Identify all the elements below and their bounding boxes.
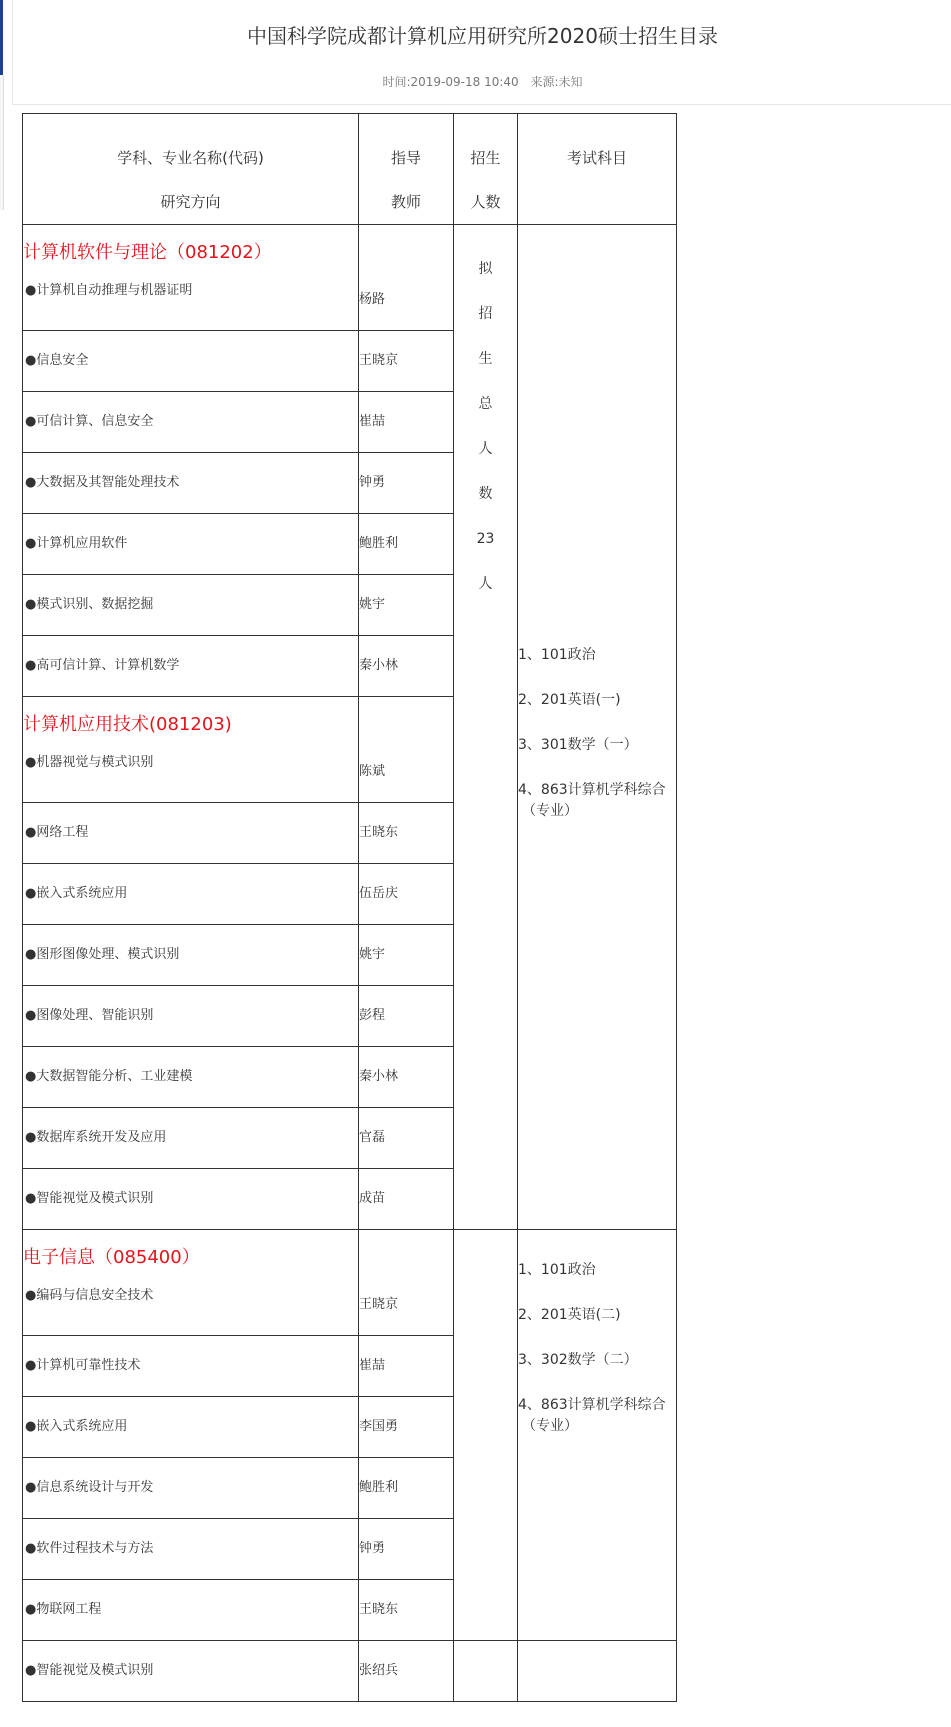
tutor-cell: [359, 1580, 454, 1641]
tutor-cell: [359, 803, 454, 864]
tutor-name: 崔喆: [359, 1358, 386, 1373]
count-char: 总: [478, 396, 493, 412]
subjects-cell-professional: [518, 1230, 677, 1641]
header-tutor-line1: 指导: [390, 149, 421, 167]
count-char: 拟: [478, 261, 493, 277]
tutor-cell: [359, 1108, 454, 1169]
tutor-name: 王晓东: [359, 825, 399, 840]
subject-item: 1、101政治: [518, 1262, 596, 1278]
header-major: [23, 114, 359, 225]
tutor-cell: [359, 1458, 454, 1519]
tutor-name: 崔喆: [359, 414, 386, 429]
direction-text: ●高可信计算、计算机数学: [25, 658, 180, 673]
header-count-line2: 人数: [470, 193, 501, 211]
subject-item: 3、301数学（一）: [518, 737, 638, 753]
direction-text: ●计算机自动推理与机器证明: [25, 283, 193, 298]
tutor-name: 伍岳庆: [359, 886, 399, 901]
section-cell: [23, 225, 359, 331]
subject-item: 1、101政治: [518, 647, 596, 663]
count-char: 招: [478, 306, 493, 322]
tutor-name: 王晓京: [359, 353, 399, 368]
direction-text: ●计算机应用软件: [25, 536, 128, 551]
header-tutor-line2: 教师: [390, 193, 421, 211]
left-accent-bar: [0, 0, 3, 75]
direction-text: ●可信计算、信息安全: [25, 414, 154, 429]
direction-text: ●信息系统设计与开发: [25, 1480, 154, 1495]
count-char: 数: [478, 486, 493, 502]
direction-text: ●信息安全: [25, 353, 89, 368]
table-header-row: [23, 114, 677, 225]
direction-text: ●图形图像处理、模式识别: [25, 947, 180, 962]
direction-cell: [23, 636, 359, 697]
enrollment-count-cell: [454, 225, 518, 1230]
direction-text: ●计算机可靠性技术: [25, 1358, 141, 1373]
tutor-cell: [359, 514, 454, 575]
tutor-name: 王晓京: [359, 1297, 399, 1312]
article-meta: [13, 73, 951, 90]
tutor-name: 钟勇: [359, 475, 386, 490]
tutor-cell: [359, 225, 454, 331]
header-tutor: [359, 114, 454, 225]
tutor-cell: [359, 453, 454, 514]
table-row: [23, 225, 677, 331]
direction-text: ●机器视觉与模式识别: [25, 755, 154, 770]
tutor-cell: [359, 864, 454, 925]
article-source: 来源:未知: [530, 75, 583, 89]
section-title: 计算机应用技术(081203): [23, 714, 232, 735]
tutor-name: 姚宇: [359, 947, 386, 962]
direction-text: ●大数据智能分析、工业建模: [25, 1069, 193, 1084]
tutor-name: 张绍兵: [359, 1663, 399, 1678]
left-panel-edge: [0, 75, 4, 210]
header-direction-label: 研究方向: [160, 193, 221, 211]
tutor-name: 成苗: [359, 1191, 386, 1206]
direction-cell: [23, 575, 359, 636]
tutor-name: 官磊: [359, 1130, 386, 1145]
direction-cell: [23, 1458, 359, 1519]
section-cell: [23, 697, 359, 803]
header-subjects-label: 考试科目: [566, 149, 627, 167]
tutor-name: 鲍胜利: [359, 536, 399, 551]
direction-cell: [23, 803, 359, 864]
direction-cell: [23, 453, 359, 514]
direction-cell: [23, 514, 359, 575]
tutor-cell: [359, 1047, 454, 1108]
subject-item: 4、863计算机学科综合: [518, 1397, 666, 1413]
tutor-cell: [359, 1230, 454, 1336]
direction-text: ●物联网工程: [25, 1602, 102, 1617]
count-number: 23: [476, 531, 495, 547]
article-header: [12, 0, 951, 105]
direction-cell: [23, 392, 359, 453]
empty-cell: [454, 1641, 518, 1702]
direction-cell: [23, 1641, 359, 1702]
tutor-cell: [359, 636, 454, 697]
table-row: [23, 1230, 677, 1336]
empty-cell: [518, 1641, 677, 1702]
direction-text: ●智能视觉及模式识别: [25, 1663, 154, 1678]
tutor-cell: [359, 1169, 454, 1230]
direction-text: ●数据库系统开发及应用: [25, 1130, 167, 1145]
tutor-name: 鲍胜利: [359, 1480, 399, 1495]
direction-cell: [23, 1169, 359, 1230]
direction-text: ●嵌入式系统应用: [25, 1419, 128, 1434]
direction-cell: [23, 1108, 359, 1169]
direction-cell: [23, 1580, 359, 1641]
section-title: 计算机软件与理论（081202）: [23, 242, 272, 263]
direction-cell: [23, 1397, 359, 1458]
subjects-cell-academic: [518, 225, 677, 1230]
direction-text: ●网络工程: [25, 825, 89, 840]
table-row: [23, 1641, 677, 1702]
subject-item: （专业）: [522, 1418, 578, 1434]
tutor-cell: [359, 1397, 454, 1458]
direction-cell: [23, 925, 359, 986]
tutor-cell: [359, 697, 454, 803]
tutor-name: 李国勇: [359, 1419, 399, 1434]
tutor-name: 杨路: [359, 292, 386, 307]
direction-cell: [23, 331, 359, 392]
tutor-cell: [359, 1519, 454, 1580]
header-major-label: 学科、专业名称(代码): [117, 149, 264, 167]
enrollment-catalog-table: [22, 113, 677, 1702]
subject-item: 3、302数学（二）: [518, 1352, 638, 1368]
direction-cell: [23, 1047, 359, 1108]
section-cell: [23, 1230, 359, 1336]
direction-text: ●模式识别、数据挖掘: [25, 597, 154, 612]
tutor-name: 陈斌: [359, 764, 386, 779]
tutor-cell: [359, 925, 454, 986]
header-subjects: [518, 114, 677, 225]
direction-text: ●软件过程技术与方法: [25, 1541, 154, 1556]
header-count-line1: 招生: [470, 149, 501, 167]
tutor-name: 王晓东: [359, 1602, 399, 1617]
tutor-cell: [359, 392, 454, 453]
section-title: 电子信息（085400）: [23, 1247, 200, 1268]
tutor-cell: [359, 331, 454, 392]
tutor-name: 姚宇: [359, 597, 386, 612]
tutor-name: 秦小林: [359, 1069, 399, 1084]
direction-cell: [23, 1336, 359, 1397]
subject-item: 2、201英语(二): [518, 1307, 621, 1323]
direction-cell: [23, 864, 359, 925]
page-title: 中国科学院成都计算机应用研究所2020硕士招生目录: [247, 24, 718, 48]
subject-item: 4、863计算机学科综合: [518, 782, 666, 798]
tutor-cell: [359, 575, 454, 636]
direction-text: ●编码与信息安全技术: [25, 1288, 154, 1303]
tutor-name: 钟勇: [359, 1541, 386, 1556]
direction-text: ●智能视觉及模式识别: [25, 1191, 154, 1206]
subject-item: （专业）: [522, 803, 578, 819]
count-char: 人: [478, 576, 493, 592]
tutor-cell: [359, 1336, 454, 1397]
tutor-name: 秦小林: [359, 658, 399, 673]
header-count: [454, 114, 518, 225]
publish-time: 时间:2019-09-18 10:40: [382, 75, 519, 89]
direction-cell: [23, 986, 359, 1047]
subject-item: 2、201英语(一): [518, 692, 621, 708]
direction-text: ●图像处理、智能识别: [25, 1008, 154, 1023]
direction-cell: [23, 1519, 359, 1580]
enrollment-count-cell-empty: [454, 1230, 518, 1641]
count-char: 人: [478, 441, 493, 457]
tutor-name: 彭程: [359, 1008, 386, 1023]
tutor-cell: [359, 986, 454, 1047]
direction-text: ●大数据及其智能处理技术: [25, 475, 180, 490]
count-char: 生: [478, 351, 493, 367]
direction-text: ●嵌入式系统应用: [25, 886, 128, 901]
tutor-cell: [359, 1641, 454, 1702]
